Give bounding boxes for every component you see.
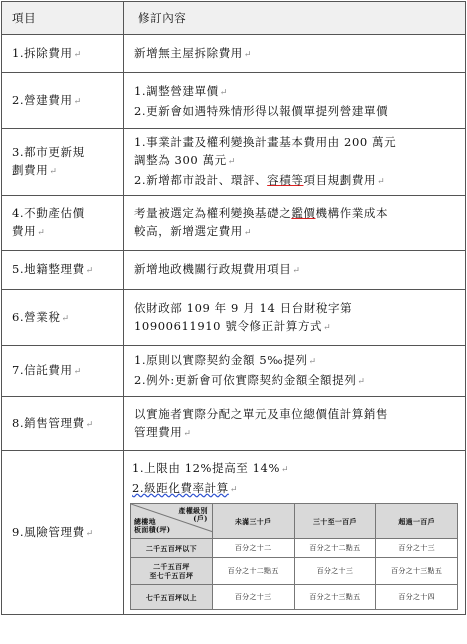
content-line: 新增地政機關行政規費用項目 [134, 262, 292, 276]
content-line: 1.原則以實際契約金額 5‰提列 [134, 353, 308, 367]
table-row [2, 129, 466, 196]
rate-cell: 百分之十四 [376, 585, 458, 610]
item-cell: 5.地籍整理費↵ [2, 251, 124, 290]
table-row [2, 73, 466, 129]
item-label-cont: 劃費用 [12, 163, 49, 177]
content-cell: 新增無主屋拆除費用↵ [124, 35, 466, 73]
table-row [2, 290, 466, 346]
item-cell: 4.不動產估價 費用↵ [2, 196, 124, 251]
content-line: 新增無主屋拆除費用 [134, 45, 243, 60]
content-cell: 考量被選定為權利變換基礎之鑑價機構作業成本 較高，新增選定費用↵ [124, 196, 466, 251]
content-cell: 新增地政機關行政規費用項目↵ [124, 251, 466, 290]
content-line: 機構作業成本 [315, 206, 389, 220]
content-cell: 1.上限由 12%提高至 14%↵ 2.級距化費率計算↵ 產權級別 (戶) 總樓地 板面積(坪) 未滿三十戶 三十至一百戶 超過一百戶 二千五百坪以下 百分之十二 百分之十二點五 百分之十三 二千五百坪 至七千五百坪 百分之十二點五 百分之十三 百分之十三點五 七千五百坪以上 百分之十三 百分之十三點五 百分之十四 [124, 451, 466, 615]
content-line: 管理費用 [134, 424, 183, 439]
content-line: 10900611910 號令修正計算方式 [134, 318, 323, 333]
item-label: 3.都市更新規 [12, 145, 85, 159]
table-row [2, 251, 466, 290]
item-label: 6.營業稅 [12, 309, 61, 324]
rate-cell: 百分之十三 [212, 585, 294, 610]
content-line: 2.更新會如遇特殊情形得以報價單提列營建單價 [134, 103, 389, 118]
underlined-term: 鑑價 [291, 206, 316, 220]
table-row [2, 196, 466, 251]
column-header: 超過一百戶 [376, 504, 458, 539]
column-header: 三十至一百戶 [294, 504, 376, 539]
mini-row [131, 558, 458, 585]
content-line: 2.例外:更新會可依實際契約金額全額提列 [134, 373, 357, 387]
content-line: 考量被選定為權利變換基礎之 [134, 206, 292, 220]
rate-cell: 百分之十二 [212, 539, 294, 558]
revision-table [1, 1, 466, 615]
mini-row [131, 585, 458, 610]
content-line: 1.調整營建單價 [134, 83, 219, 98]
item-cell: 6.營業稅↵ [2, 290, 124, 346]
row-header: 二千五百坪以下 [131, 539, 213, 558]
content-cell: 1.調整營建單價↵ 2.更新會如遇特殊情形得以報價單提列營建單價 [124, 73, 466, 129]
underlined-term: 容積等 [267, 173, 304, 187]
item-cell: 8.銷售管理費↵ [2, 397, 124, 451]
item-label: 1.拆除費用 [12, 45, 73, 60]
content-line: 以實施者實際分配之單元及車位總價值計算銷售 [134, 406, 389, 421]
corner-bottom-label: 總樓地 板面積(坪) [134, 517, 171, 534]
risk-rate-table [130, 503, 458, 610]
corner-cell [131, 504, 213, 539]
item-cell: 2.營建費用↵ [2, 73, 124, 129]
item-cell: 7.信託費用↵ [2, 346, 124, 397]
rate-cell: 百分之十三 [294, 558, 376, 585]
table-row [2, 346, 466, 397]
item-label-cont: 費用 [12, 224, 37, 238]
table-row [2, 397, 466, 451]
content-line: 1.上限由 12%提高至 14% [132, 461, 281, 475]
table-header-row [2, 2, 466, 35]
content-line: 2.級距化費率計算 [132, 481, 229, 495]
rate-cell: 百分之十三點五 [376, 558, 458, 585]
item-label: 9.風險管理費 [12, 524, 85, 539]
item-label: 5.地籍整理費 [12, 262, 85, 276]
item-label: 7.信託費用 [12, 363, 73, 377]
content-cell: 依財政部 109 年 9 月 14 日台財稅字第 10900611910 號令修正計算方式↵ [124, 290, 466, 346]
rate-cell: 百分之十三 [376, 539, 458, 558]
header-item: 項目 [2, 2, 124, 35]
content-cell: 1.原則以實際契約金額 5‰提列↵ 2.例外:更新會可依實際契約金額全額提列↵ [124, 346, 466, 397]
mini-row [131, 539, 458, 558]
item-cell: 3.都市更新規 劃費用↵ [2, 129, 124, 196]
item-cell: 9.風險管理費↵ [2, 451, 124, 615]
table-row [2, 35, 466, 73]
content-line: 1.事業計畫及權利變換計畫基本費用由 200 萬元 [134, 135, 397, 149]
rate-cell: 百分之十二點五 [294, 539, 376, 558]
content-line: 項目規劃費用 [303, 173, 377, 187]
content-cell: 以實施者實際分配之單元及車位總價值計算銷售 管理費用↵ [124, 397, 466, 451]
content-line: 較高，新增選定費用 [134, 224, 243, 238]
rate-cell: 百分之十三點五 [294, 585, 376, 610]
header-content: 修訂內容 [124, 2, 466, 35]
content-line: 2.新增都市設計、環評、 [134, 173, 268, 187]
mini-header-row [131, 504, 458, 539]
corner-top-label: 產權級別 (戶) [178, 506, 208, 523]
rate-cell: 百分之十二點五 [212, 558, 294, 585]
row-header: 七千五百坪以上 [131, 585, 213, 610]
column-header: 未滿三十戶 [212, 504, 294, 539]
row-header: 二千五百坪 至七千五百坪 [131, 558, 213, 585]
item-label: 2.營建費用 [12, 92, 73, 107]
item-cell: 1.拆除費用↵ [2, 35, 124, 73]
content-line: 調整為 300 萬元 [134, 153, 227, 167]
item-label: 4.不動產估價 [12, 206, 85, 220]
content-line: 依財政部 109 年 9 月 14 日台財稅字第 [134, 300, 353, 315]
item-label: 8.銷售管理費 [12, 415, 85, 430]
table-row [2, 451, 466, 615]
content-cell: 1.事業計畫及權利變換計畫基本費用由 200 萬元 調整為 300 萬元↵ 2.新增都市設計、環評、容積等項目規劃費用↵ [124, 129, 466, 196]
